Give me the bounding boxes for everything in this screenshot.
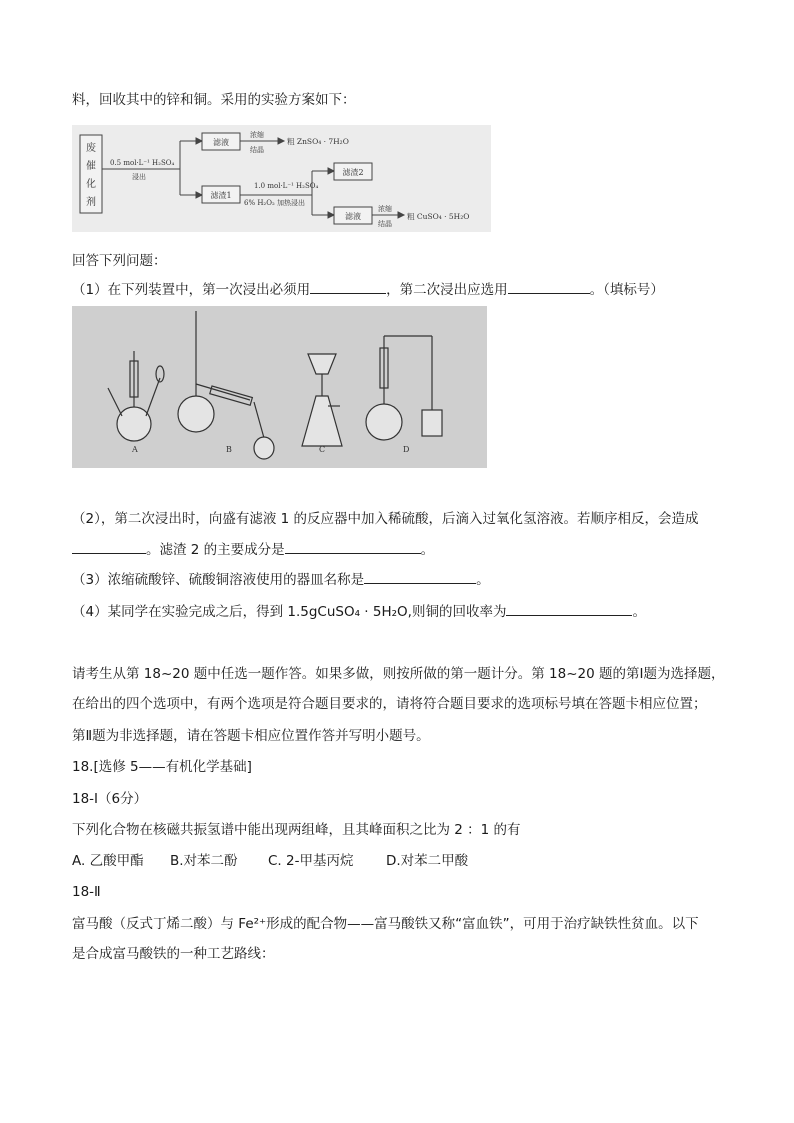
section-18-title: 18.[选修 5——有机化学基础]: [72, 759, 252, 775]
flow-conc-top: 浓缩: [250, 131, 264, 139]
flow-conc-bottom: 结晶: [250, 146, 264, 154]
option-d: D.对苯二甲酸: [386, 853, 469, 869]
part-2-text: 富马酸（反式丁烯二酸）与 Fe²⁺形成的配合物——富马酸铁又称“富血铁”，可用于治疗缺铁性贫血。以下: [72, 916, 699, 932]
apparatus-figure: [72, 306, 487, 468]
q4-text-a: （4）某同学在实验完成之后，得到 1.5gCuSO₄ · 5H₂O,则铜的回收率为: [72, 604, 507, 620]
flow-residue1-box: 滤渣1: [210, 191, 232, 200]
apparatus-label-d: D: [403, 445, 410, 454]
q1-blank-2[interactable]: [508, 279, 590, 294]
part-1-title: 18-Ⅰ（6分）: [72, 791, 148, 807]
question-3: [72, 569, 490, 590]
q3-text-a: （3）浓缩硫酸锌、硫酸铜溶液使用的器皿名称是: [72, 572, 365, 588]
q1-text-b: ，第二次浸出应选用: [386, 282, 508, 298]
q1-blank-1[interactable]: [310, 279, 386, 294]
apparatus-label-b: B: [226, 445, 232, 454]
q3-text-b: 。: [476, 572, 490, 588]
flow-conc2-bottom: 结晶: [378, 220, 392, 228]
notice-line: 请考生从第 18~20 题中任选一题作答。如果多做，则按所做的第一题计分。第 18~20 题的第Ⅰ题为选择题，: [72, 666, 725, 682]
intro-text: 料，回收其中的锌和铜。采用的实验方案如下：: [72, 92, 356, 108]
q4-text-b: 。: [632, 604, 646, 620]
part-2-text: 是合成富马酸铁的一种工艺路线：: [72, 946, 275, 962]
question-2-line-2: [72, 539, 434, 560]
q4-blank[interactable]: [506, 601, 632, 616]
apparatus-label-a: A: [132, 445, 138, 454]
flow-filtrate-box: 滤液: [213, 138, 229, 147]
q2-text-a: 。滤渣 2 的主要成分是: [146, 542, 285, 558]
flow-product-zn: 粗 ZnSO₄ · 7H₂O: [287, 137, 349, 146]
flow-start-char: 废: [86, 143, 96, 154]
q2-blank-2[interactable]: [285, 539, 421, 554]
flow-step2-reagent: 1.0 mol·L⁻¹ H₂SO₄: [254, 182, 319, 190]
flow-step1-action: 浸出: [132, 173, 146, 181]
option-a: A. 乙酸甲酯: [72, 853, 144, 869]
flow-filtrate2-box: 滤液: [345, 212, 361, 221]
option-c: C. 2-甲基丙烷: [268, 853, 354, 869]
q1-text-a: （1）在下列装置中，第一次浸出必须用: [72, 282, 311, 298]
part-1-question: 下列化合物在核磁共振氢谱中能出现两组峰，且其峰面积之比为 2 ：1 的有: [72, 822, 521, 838]
flowchart-figure: [72, 125, 491, 232]
answer-heading: 回答下列问题：: [72, 253, 167, 269]
option-b: B.对苯二酚: [170, 853, 238, 869]
flow-step1-reagent: 0.5 mol·L⁻¹ H₂SO₄: [110, 159, 175, 167]
notice-line: 第Ⅱ题为非选择题，请在答题卡相应位置作答并写明小题号。: [72, 728, 430, 744]
flow-step2-action: 6% H₂O₂ 加热浸出: [244, 199, 306, 207]
options-row: [72, 851, 468, 871]
flow-start-char: 催: [86, 161, 96, 172]
question-1: [72, 279, 664, 300]
question-2-line-1: （2），第二次浸出时，向盛有滤液 1 的反应器中加入稀硫酸，后滴入过氧化氢溶液。若顺序相反，会造成: [72, 511, 699, 527]
part-2-title: 18-Ⅱ: [72, 884, 101, 900]
notice-line: 在给出的四个选项中，有两个选项是符合题目要求的，请将符合题目要求的选项标号填在答题卡相应位置；: [72, 696, 707, 712]
q2-blank-1[interactable]: [72, 539, 146, 554]
flow-product-cu: 粗 CuSO₄ · 5H₂O: [407, 212, 470, 221]
flow-conc2-top: 浓缩: [378, 205, 392, 213]
q2-text-b: 。: [420, 542, 435, 558]
question-4: [72, 601, 646, 622]
q3-blank[interactable]: [364, 569, 476, 584]
flow-start-char: 剂: [86, 197, 96, 208]
flow-start-char: 化: [86, 179, 96, 190]
q1-text-c: 。（填标号）: [589, 282, 664, 298]
apparatus-label-c: C: [319, 445, 326, 454]
flow-residue2-box: 滤渣2: [342, 168, 364, 177]
